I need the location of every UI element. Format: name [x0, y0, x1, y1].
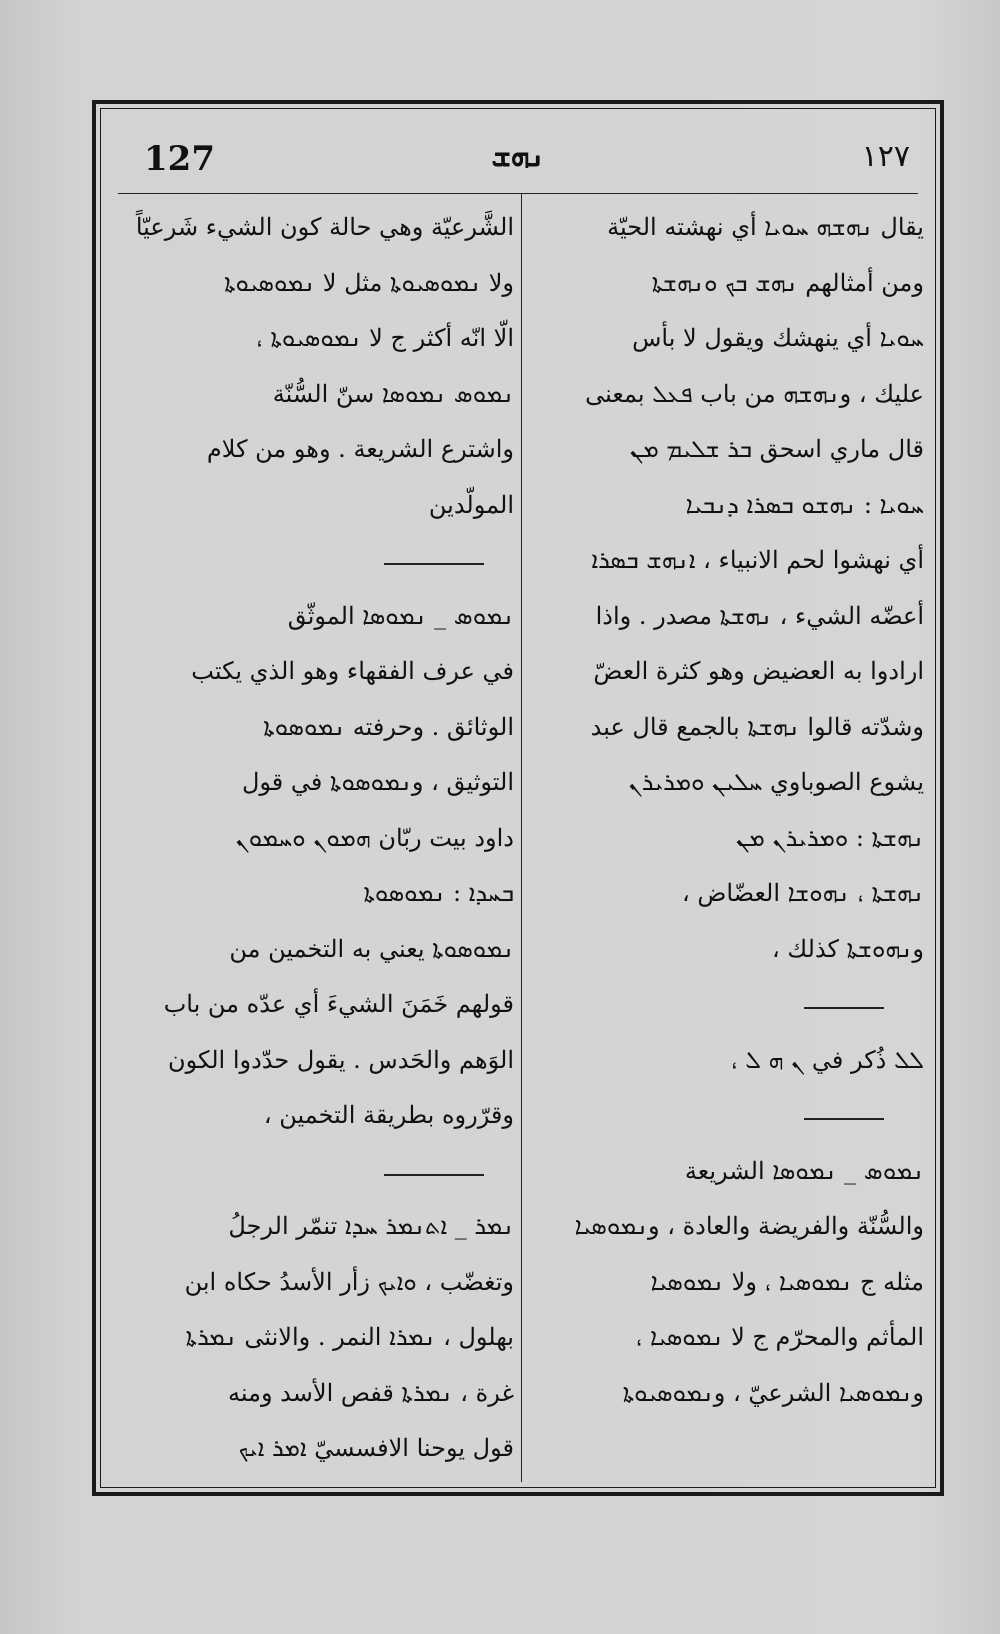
header-rule [118, 193, 918, 194]
column-divider [521, 194, 522, 1482]
text-line: ܢܡܘܣ _ ܢܡܘܣܐ الموثّق [287, 601, 514, 630]
left-column [110, 200, 514, 1477]
text-line: غرة ، ܢܡܪܬܐ قفص الأسد ومنه [227, 1378, 514, 1407]
running-headword: ܢܗܫ [491, 139, 545, 174]
text-line: ܢܡܘܣܘܬܐ يعني به التخمين من [229, 934, 514, 963]
right-column [528, 200, 924, 1421]
text-line: وܢܡܘܣܝܐ الشرعيّ ، وܢܡܘܣܝܘܬܐ [622, 1378, 924, 1407]
page-header [118, 135, 918, 187]
text-line: ܢܡܘܣ _ ܢܡܘܣܐ الشريعة [684, 1156, 924, 1185]
section-separator [528, 1088, 924, 1144]
text-line: الشَّرعيّة وهي حالة كون الشيء شَرعيّاً [135, 213, 514, 241]
text-line: وتغضّب ، ܘܐܝܟ زأر الأسدُ حكاه ابن [184, 1267, 514, 1296]
text-line: الّا انّه أكثر ج لا ܢܡܘܣܝܘܬܐ ، [256, 324, 514, 352]
text-line: أعضّه الشيء ، ܢܗܫܬܐ مصدر . واذا [595, 601, 924, 630]
text-line: التوثيق ، وܢܡܘܣܘܬܐ في قول [241, 768, 514, 796]
separator-rule [804, 1007, 884, 1009]
section-separator [110, 533, 514, 589]
text-line: يشوع الصوباوي ܚܠܝܢ ܘܡܪܝܪܢ [628, 768, 924, 796]
text-line: المأثم والمحرّم ج لا ܢܡܘܣܝܐ ، [635, 1323, 924, 1351]
text-line: قال ماري اسحق ܒܪ ܫܠܝܡ ܡܢ [630, 435, 924, 463]
text-line: أي نهشوا لحم الانبياء ، ܐܢܗܫ ܒܣܪܐ [591, 546, 924, 574]
text-line: يقال ܢܗܫܗ ܚܘܝܐ أي نهشته الحيّة [607, 213, 924, 241]
text-line: وشدّته قالوا ܢܗܫܬܐ بالجمع قال عبد [590, 712, 924, 741]
page-number-latin: 127 [144, 139, 215, 179]
text-line: الوَهم والحَدس . يقول حدّدوا الكون [167, 1045, 514, 1074]
text-line: المولّدين [428, 490, 514, 519]
text-line: والسُّنّة والفريضة والعادة ، وܢܡܘܣܝܐ [574, 1212, 924, 1240]
text-line: ولا ܢܡܘܣܝܘܬܐ مثل لا ܢܡܘܣܝܘܬܐ [224, 268, 514, 297]
text-line: ارادوا به العضيض وهو كثرة العضّ [593, 657, 924, 685]
section-separator [528, 977, 924, 1033]
separator-rule [804, 1118, 884, 1120]
text-line: داود بيت ربّان ܗܡܘܢ ܘܚܡܘܢ [235, 823, 514, 852]
page-number-arabic: ١٢٧ [861, 139, 910, 174]
text-line: الوثائق . وحرفته ܢܡܘܣܘܬܐ [263, 712, 514, 741]
text-line: بهلول ، ܢܡܪܐ النمر . والانثى ܢܡܪܬܐ [185, 1323, 514, 1351]
text-line: ܢܗܫܬܐ : ܘܡܪܝܪܢ ܡܢ [736, 823, 924, 852]
text-line: واشترع الشريعة . وهو من كلام [206, 435, 514, 463]
text-line: ܢܗܫܬܐ ، ܢܗܘܫܐ العضّاض ، [681, 879, 924, 907]
text-line: ܢܡܘܣ ܢܡܘܣܐ سنّ السُّنّة [272, 379, 514, 408]
text-line: في عرف الفقهاء وهو الذي يكتب [191, 657, 514, 685]
text-line: قول يوحنا الافسسيّ ܐܡܪ ܐܝܟ [238, 1434, 514, 1462]
text-line: ܠܠ ذُكر في ܢ ܗ ܠ ، [730, 1045, 924, 1074]
section-separator [110, 1144, 514, 1200]
text-line: ܒܚܕܐ : ܢܡܘܣܘܬܐ [363, 879, 514, 907]
separator-rule [384, 1174, 484, 1176]
separator-rule [384, 563, 484, 565]
text-line: ܚܘܝܐ : ܢܗܫܘ ܒܣܪܐ ܕܢܒܝܐ [685, 490, 924, 519]
text-line: وܢܗܘܫܬܐ كذلك ، [772, 934, 924, 963]
text-line: وقرّروه بطريقة التخمين ، [263, 1101, 514, 1129]
text-line: ومن أمثالهم ܢܗܫ ܒܟ ܘܢܗܫܬܐ [651, 268, 924, 297]
text-line: ܚܘܝܐ أي ينهشك ويقول لا بأس [632, 324, 924, 352]
text-line: ܢܡܪ _ ܐܬܢܡܪ ܚܕܐ تنمّر الرجلُ [228, 1212, 514, 1240]
text-line: قولهم خَمَنَ الشيءَ أي عدّه من باب [163, 990, 514, 1018]
text-line: عليك ، وܢܗܫܗ من باب ܦܥܠ بمعنى [585, 379, 924, 408]
text-line: مثله ج ܢܡܘܣܝܐ ، ولا ܢܡܘܣܝܐ [650, 1267, 924, 1296]
